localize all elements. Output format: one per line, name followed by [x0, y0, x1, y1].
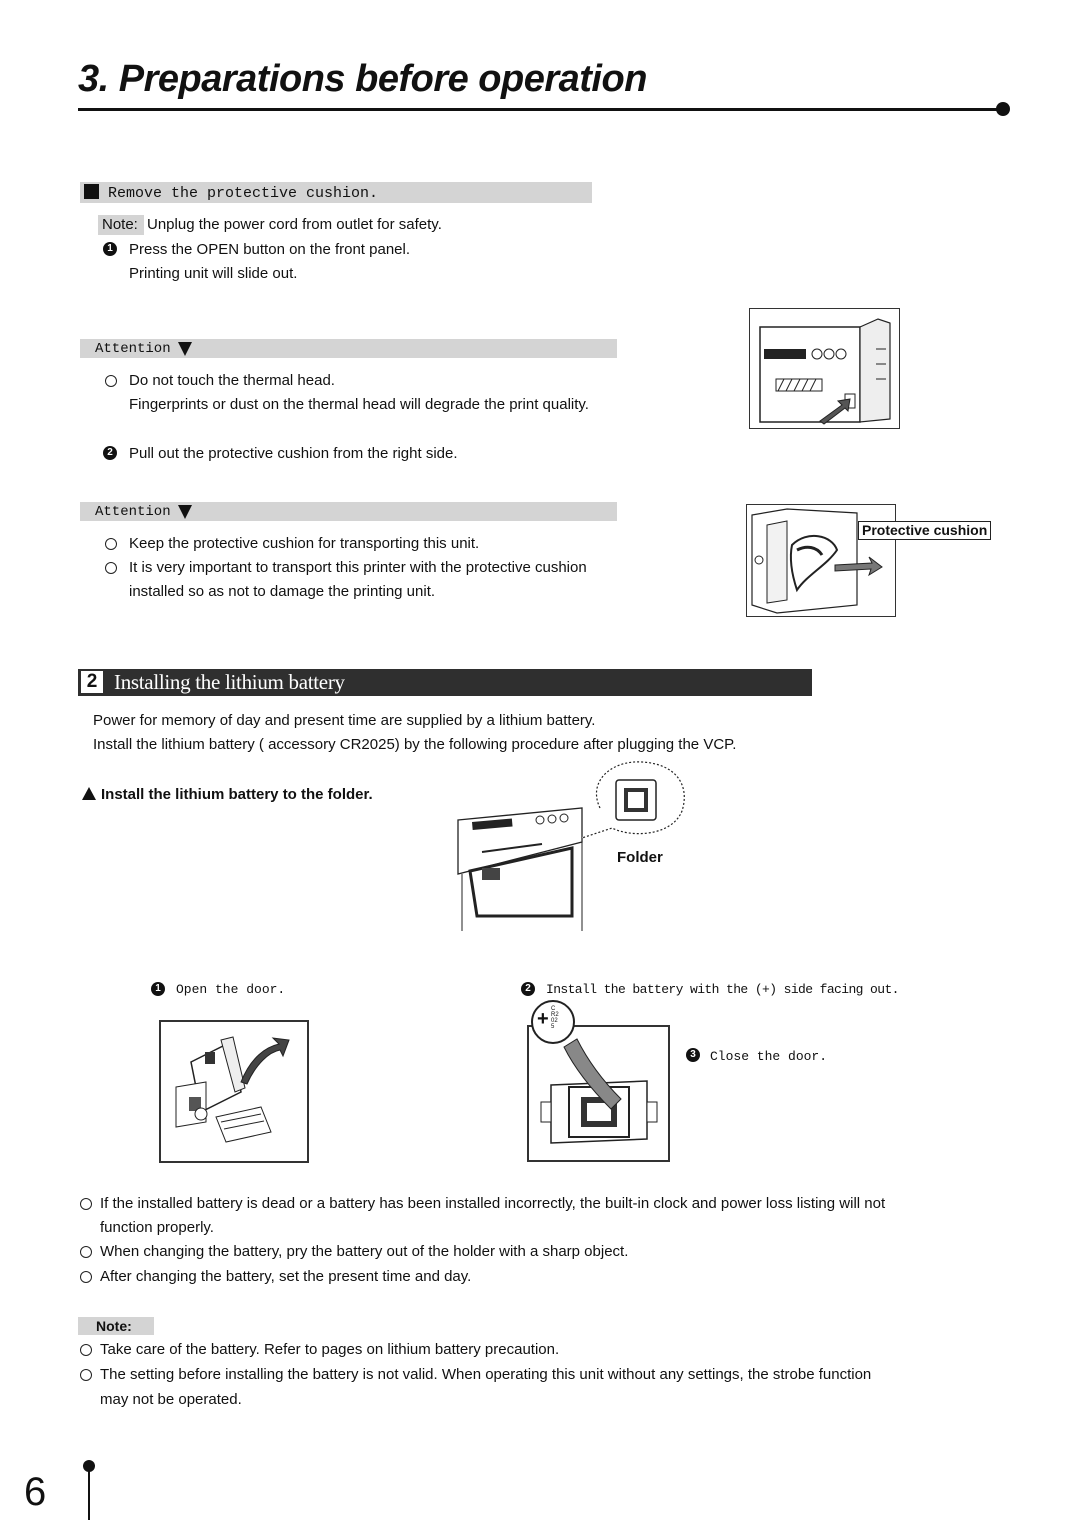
square-bullet-icon: [84, 184, 99, 199]
install-battery-illustration: [527, 1025, 670, 1162]
battery-model-text: CR2025: [551, 1006, 559, 1030]
attention-label-1: Attention: [95, 341, 171, 357]
page-title: 3. Preparations before operation: [78, 58, 647, 100]
circle-bullet-icon: [105, 562, 117, 574]
protective-cushion-label: Protective cushion: [858, 521, 991, 540]
circle-bullet-icon: [105, 375, 117, 387]
step2-text: Pull out the protective cushion from the right side.: [129, 445, 458, 462]
step1-text: Press the OPEN button on the front panel.: [129, 241, 411, 258]
circle-bullet-icon: [80, 1369, 92, 1381]
note-item-2-cont: may not be operated.: [100, 1391, 242, 1408]
note-item-2: The setting before installing the battery is not valid. When operating this unit without any settings, the strobe function: [100, 1366, 872, 1383]
attention2-item-2-cont: installed so as not to damage the printing unit.: [129, 583, 436, 600]
section-number-badge: 2: [81, 671, 103, 693]
step-number-1-icon: 1: [151, 982, 165, 996]
note-text: Unplug the power cord from outlet for safety.: [147, 216, 442, 233]
attention1-item: Do not touch the thermal head.: [129, 372, 335, 389]
open-door-illustration: [159, 1020, 309, 1163]
install-heading: Install the lithium battery to the folder.: [101, 786, 373, 803]
title-rule-end-dot: [996, 102, 1010, 116]
battery-intro-line2: Install the lithium battery ( accessory CR2025) by the following procedure after plugging the VCP.: [93, 736, 737, 753]
step-number-2-icon: 2: [521, 982, 535, 996]
remove-cushion-heading: Remove the protective cushion.: [108, 185, 379, 202]
battery-note-1-cont: function properly.: [100, 1219, 214, 1236]
title-rule: [78, 108, 1008, 111]
battery-note-2: When changing the battery, pry the battery out of the holder with a sharp object.: [100, 1243, 629, 1260]
battery-step3-text: Close the door.: [710, 1049, 828, 1064]
battery-note-1: If the installed battery is dead or a battery has been installed incorrectly, the built-in clock and power loss listing will not: [100, 1195, 886, 1212]
battery-plus-sign: +: [537, 1008, 549, 1030]
triangle-bullet-icon: [82, 787, 96, 800]
step1-subtext: Printing unit will slide out.: [129, 265, 298, 282]
note-label: Note:: [102, 216, 138, 233]
battery-step1-text: Open the door.: [176, 982, 286, 997]
folder-label: Folder: [617, 849, 663, 866]
battery-section-heading: Installing the lithium battery: [114, 670, 345, 694]
step-number-2-icon: 2: [103, 446, 117, 460]
attention-triangle-icon: [178, 342, 192, 356]
step-number-1-icon: 1: [103, 242, 117, 256]
note-item-1: Take care of the battery. Refer to pages on lithium battery precaution.: [100, 1341, 560, 1358]
circle-bullet-icon: [105, 538, 117, 550]
page-number: 6: [24, 1470, 47, 1514]
circle-bullet-icon: [80, 1198, 92, 1210]
footer-rule: [88, 1468, 90, 1520]
step-number-3-icon: 3: [686, 1048, 700, 1062]
circle-bullet-icon: [80, 1271, 92, 1283]
battery-note-3: After changing the battery, set the present time and day.: [100, 1268, 472, 1285]
note-label: Note:: [96, 1318, 132, 1334]
battery-step2-text: Install the battery with the (+) side facing out.: [546, 982, 899, 997]
circle-bullet-icon: [80, 1344, 92, 1356]
attention-label-2: Attention: [95, 504, 171, 520]
circle-bullet-icon: [80, 1246, 92, 1258]
coin-battery-icon: [531, 1000, 575, 1044]
vcp-folder-illustration: [452, 756, 692, 936]
attention2-item-2: It is very important to transport this printer with the protective cushion: [129, 559, 587, 576]
printer-open-button-illustration: [749, 308, 900, 429]
attention2-item-1: Keep the protective cushion for transporting this unit.: [129, 535, 480, 552]
attention1-item-detail: Fingerprints or dust on the thermal head will degrade the print quality.: [129, 396, 589, 413]
attention-triangle-icon: [178, 505, 192, 519]
battery-intro-line1: Power for memory of day and present time are supplied by a lithium battery.: [93, 712, 596, 729]
